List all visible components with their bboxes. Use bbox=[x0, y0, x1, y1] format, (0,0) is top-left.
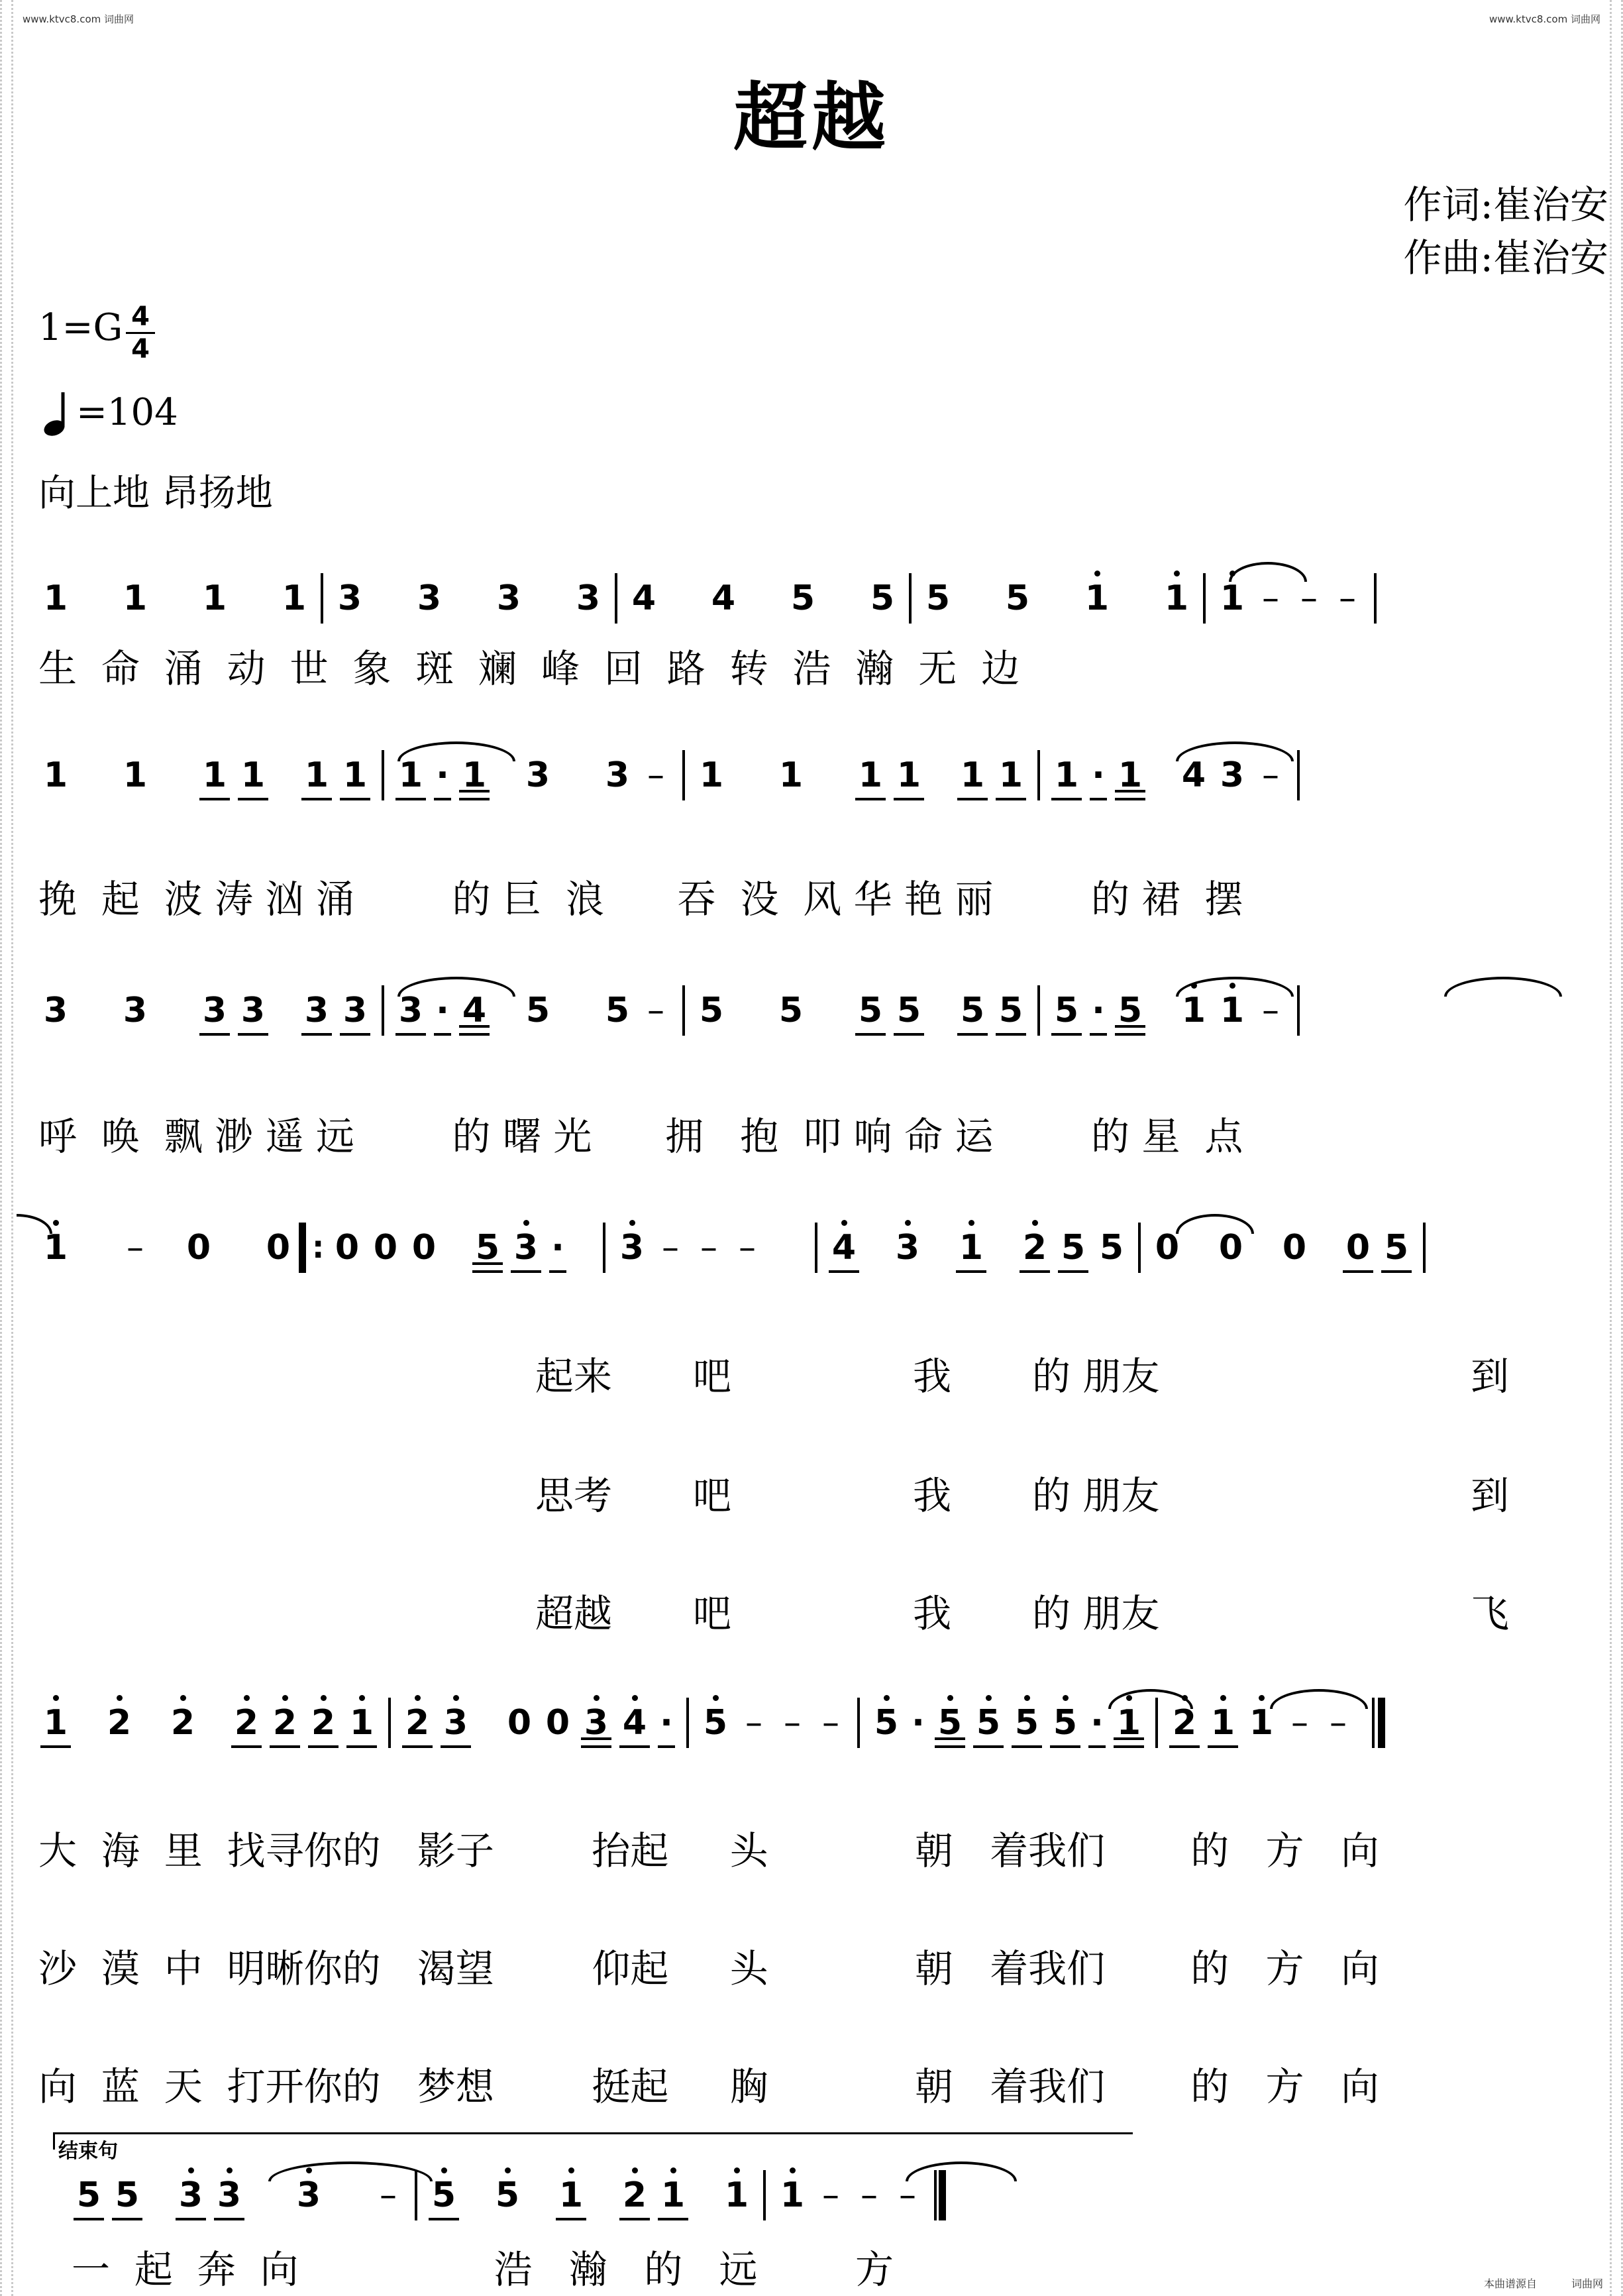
lyric-v4c-5: 飞 bbox=[1471, 1591, 1510, 1636]
note-high: 3 bbox=[888, 1228, 927, 1268]
note-high: 3 bbox=[172, 2175, 210, 2215]
song-title: 超越 bbox=[733, 74, 890, 161]
note-high: 3 bbox=[289, 2175, 328, 2215]
barline bbox=[1416, 1223, 1433, 1273]
note: 3 bbox=[234, 991, 272, 1030]
dash: – bbox=[127, 1228, 144, 1268]
note: 3 bbox=[605, 755, 630, 795]
barline bbox=[1030, 750, 1047, 800]
lyric-v4c-2: 吧 bbox=[693, 1591, 732, 1636]
note-high: 5 bbox=[1008, 1703, 1046, 1743]
note: 1 bbox=[890, 755, 928, 795]
note: 3 bbox=[336, 991, 374, 1030]
lyric-line-5c: 向 蓝 天 打开你的 梦想 挺起 胸 朝 着我们 的 方 向 bbox=[38, 2064, 1379, 2109]
note: 3 bbox=[392, 991, 430, 1030]
notation-row-1 bbox=[36, 555, 1560, 641]
note-high: 2 bbox=[164, 1703, 202, 1743]
note: 5 bbox=[1099, 1228, 1124, 1268]
note: 3 bbox=[1220, 755, 1245, 795]
note: 5 bbox=[1377, 1228, 1416, 1268]
note-high: 2 bbox=[1165, 1703, 1204, 1743]
note: 1 bbox=[282, 578, 307, 618]
note: 0 bbox=[1155, 1228, 1180, 1268]
dot: · bbox=[430, 991, 455, 1030]
lyric-v4a-3: 我 bbox=[913, 1354, 952, 1399]
note: 1 bbox=[297, 755, 336, 795]
note: 1 bbox=[1047, 755, 1086, 795]
lyric-v4a-2: 吧 bbox=[693, 1354, 732, 1399]
dash: – bbox=[700, 1228, 717, 1268]
barline bbox=[1367, 573, 1384, 624]
note-high: 4 bbox=[825, 1228, 863, 1268]
dash: – bbox=[1339, 578, 1356, 618]
note-high: 5 bbox=[1046, 1703, 1084, 1743]
note: 1 bbox=[851, 755, 890, 795]
note: 0 bbox=[266, 1228, 291, 1268]
note: 1 bbox=[392, 755, 430, 795]
note-high: 3 bbox=[437, 1703, 475, 1743]
note-high: 5 bbox=[931, 1703, 969, 1743]
lyric-line-3: 呼 唤 飘 渺 遥 远 的 曙 光 拥 抱 叩 响 命 运 的 星 点 bbox=[38, 1114, 1243, 1159]
dash: – bbox=[739, 1228, 756, 1268]
barline bbox=[1131, 1223, 1148, 1273]
lyric-v4a-5: 到 bbox=[1471, 1354, 1510, 1399]
note: 5 bbox=[890, 991, 928, 1030]
expression-marking: 向上地 昂扬地 bbox=[38, 472, 273, 515]
dash: – bbox=[1262, 578, 1279, 618]
lyric-line-5a: 大 海 里 找寻你的 影子 抬起 头 朝 着我们 的 方 向 bbox=[38, 1828, 1379, 1873]
note-high: 2 bbox=[398, 1703, 437, 1743]
note-high: 1 bbox=[342, 1703, 381, 1743]
barline bbox=[1196, 573, 1213, 624]
lyric-line-coda: 一 起 奔 向 浩 瀚 的 远 方 bbox=[72, 2247, 894, 2292]
barline bbox=[850, 1698, 867, 1748]
note: 1 bbox=[43, 755, 68, 795]
note-high: 2 bbox=[100, 1703, 138, 1743]
dash: – bbox=[784, 1703, 801, 1743]
note: 3 bbox=[525, 755, 550, 795]
lyric-v4a-4: 的 朋友 bbox=[1032, 1354, 1160, 1399]
note: 1 bbox=[123, 755, 148, 795]
note-high: 1 bbox=[717, 2175, 756, 2215]
note-high: 1 bbox=[1213, 578, 1251, 618]
dot: · bbox=[1086, 991, 1111, 1030]
barline bbox=[607, 573, 625, 624]
time-signature-top: 4 bbox=[131, 301, 150, 332]
footer-source-note: 本曲谱源自 bbox=[1483, 2277, 1537, 2290]
note: 4 bbox=[631, 578, 656, 618]
dash: – bbox=[1300, 578, 1318, 618]
composer-credit: 作曲:崔治安 bbox=[1403, 235, 1608, 280]
lyric-v4b-2: 吧 bbox=[693, 1473, 732, 1518]
key-signature: 1=G bbox=[38, 306, 123, 349]
note-high: 1 bbox=[773, 2175, 811, 2215]
time-signature-bottom: 4 bbox=[126, 332, 155, 364]
lyric-v4c-4: 的 朋友 bbox=[1032, 1591, 1160, 1636]
note-high: 3 bbox=[507, 1228, 545, 1268]
note: 3 bbox=[195, 991, 234, 1030]
coda-label: 结束句 bbox=[58, 2140, 118, 2163]
note-high: 1 bbox=[36, 1703, 75, 1743]
note: 1 bbox=[699, 755, 724, 795]
header-site-left: www.ktvc8.com 词曲网 bbox=[23, 13, 134, 25]
lyric-line-5b: 沙 漠 中 明晰你的 渴望 仰起 头 朝 着我们 的 方 向 bbox=[38, 1946, 1379, 1991]
lyricist-credit: 作词:崔治安 bbox=[1403, 182, 1608, 227]
barline bbox=[596, 1223, 613, 1273]
note: 3 bbox=[417, 578, 442, 618]
header-site-right: www.ktvc8.com 词曲网 bbox=[1489, 13, 1600, 25]
dash: – bbox=[745, 1703, 762, 1743]
dash: – bbox=[647, 755, 664, 795]
note: 5 bbox=[70, 2175, 108, 2215]
note: 0 bbox=[1339, 1228, 1377, 1268]
note-high: 5 bbox=[969, 1703, 1008, 1743]
notation-row-3 bbox=[36, 967, 1560, 1054]
note-high: 5 bbox=[696, 1703, 735, 1743]
note: 1 bbox=[202, 578, 227, 618]
lyric-line-2: 挽 起 波 涛 汹 涌 的 巨 浪 吞 没 风 华 艳 丽 的 裙 摆 bbox=[38, 877, 1243, 922]
note-high: 1 bbox=[1213, 991, 1251, 1030]
note: 0 bbox=[373, 1228, 398, 1268]
dash: – bbox=[822, 1703, 839, 1743]
note: 1 bbox=[234, 755, 272, 795]
note-high: 1 bbox=[1242, 1703, 1281, 1743]
note: 0 bbox=[335, 1228, 360, 1268]
barline bbox=[675, 985, 692, 1036]
dash: – bbox=[1262, 755, 1279, 795]
note-high: 1 bbox=[36, 1228, 75, 1268]
note: 5 bbox=[925, 578, 951, 618]
note: 5 bbox=[1005, 578, 1030, 618]
note: 1 bbox=[336, 755, 374, 795]
lyric-v4c-3: 我 bbox=[913, 1591, 952, 1636]
lyric-v4b-5: 到 bbox=[1471, 1473, 1510, 1518]
note: 5 bbox=[1111, 991, 1149, 1030]
dash: – bbox=[861, 2175, 878, 2215]
dash: – bbox=[647, 991, 664, 1030]
note: 5 bbox=[778, 991, 804, 1030]
note: 5 bbox=[870, 578, 895, 618]
note: 0 bbox=[1282, 1228, 1307, 1268]
note: 5 bbox=[953, 991, 992, 1030]
barline bbox=[679, 1698, 696, 1748]
footer-site: 词曲网 bbox=[1571, 2277, 1603, 2290]
note: 5 bbox=[992, 991, 1030, 1030]
note: 5 bbox=[605, 991, 630, 1030]
coda-bracket-tick bbox=[53, 2132, 55, 2150]
note: 1 bbox=[455, 755, 494, 795]
dot: · bbox=[654, 1703, 679, 1743]
dash: – bbox=[1262, 991, 1279, 1030]
note-high: 1 bbox=[952, 1228, 990, 1268]
coda-bracket-line bbox=[53, 2132, 1133, 2134]
note: 0 bbox=[186, 1228, 211, 1268]
note-high: 2 bbox=[227, 1703, 266, 1743]
dot: · bbox=[430, 755, 455, 795]
note: 4 bbox=[1181, 755, 1206, 795]
note-high: 1 bbox=[1157, 578, 1196, 618]
note-high: 4 bbox=[615, 1703, 654, 1743]
note: 0 bbox=[1218, 1228, 1243, 1268]
notation-row-coda bbox=[70, 2152, 1593, 2238]
note-high: 1 bbox=[1204, 1703, 1242, 1743]
tie bbox=[1444, 977, 1562, 997]
note-high: 5 bbox=[867, 1703, 906, 1743]
note: 3 bbox=[123, 991, 148, 1030]
note: 4 bbox=[711, 578, 736, 618]
note-high: 1 bbox=[552, 2175, 590, 2215]
note: 3 bbox=[337, 578, 362, 618]
note: 3 bbox=[43, 991, 68, 1030]
note-high: 2 bbox=[615, 2175, 654, 2215]
note-high: 2 bbox=[266, 1703, 304, 1743]
note: 1 bbox=[1111, 755, 1149, 795]
note: 1 bbox=[123, 578, 148, 618]
note: 5 bbox=[851, 991, 890, 1030]
dash: – bbox=[380, 2175, 397, 2215]
note: 1 bbox=[43, 578, 68, 618]
note-high: 3 bbox=[613, 1228, 651, 1268]
note: 4 bbox=[455, 991, 494, 1030]
lyric-v4c-1: 超越 bbox=[535, 1591, 613, 1636]
dash: – bbox=[1291, 1703, 1308, 1743]
lyric-v4a-1: 起来 bbox=[535, 1354, 613, 1399]
barline bbox=[374, 985, 392, 1036]
note: 5 bbox=[699, 991, 724, 1030]
left-margin-strip bbox=[0, 0, 13, 2296]
note: 5 bbox=[1047, 991, 1086, 1030]
note: 1 bbox=[778, 755, 804, 795]
barline bbox=[902, 573, 919, 624]
barline bbox=[1030, 985, 1047, 1036]
right-margin-strip bbox=[1610, 0, 1623, 2296]
note-high: 3 bbox=[577, 1703, 615, 1743]
repeat-start-barline bbox=[297, 1223, 328, 1273]
lyric-line-1: 生 命 涌 动 世 象 斑 斓 峰 回 路 转 浩 瀚 无 边 bbox=[38, 646, 1020, 691]
note: 3 bbox=[297, 991, 336, 1030]
notation-row-5 bbox=[36, 1680, 1560, 1766]
barline bbox=[675, 750, 692, 800]
note: 1 bbox=[953, 755, 992, 795]
note: 0 bbox=[545, 1703, 570, 1743]
note: 0 bbox=[411, 1228, 437, 1268]
note: 5 bbox=[468, 1228, 507, 1268]
barline bbox=[756, 2170, 773, 2220]
note-high: 2 bbox=[1016, 1228, 1054, 1268]
note-high: 5 bbox=[488, 2175, 527, 2215]
note: 5 bbox=[1054, 1228, 1092, 1268]
note: 5 bbox=[108, 2175, 146, 2215]
dash: – bbox=[822, 2175, 839, 2215]
note-high: 1 bbox=[654, 2175, 692, 2215]
note: 0 bbox=[507, 1703, 532, 1743]
note: 1 bbox=[195, 755, 234, 795]
dash: – bbox=[662, 1228, 679, 1268]
dash: – bbox=[1330, 1703, 1347, 1743]
dot: · bbox=[912, 1703, 925, 1743]
dot: · bbox=[545, 1228, 570, 1268]
barline bbox=[374, 750, 392, 800]
note: 3 bbox=[496, 578, 521, 618]
note: 5 bbox=[525, 991, 550, 1030]
note-high: 1 bbox=[1078, 578, 1116, 618]
dash: – bbox=[899, 2175, 916, 2215]
note-high: 2 bbox=[304, 1703, 342, 1743]
lyric-v4b-3: 我 bbox=[913, 1473, 952, 1518]
note-high: 1 bbox=[1110, 1703, 1148, 1743]
note: 1 bbox=[992, 755, 1030, 795]
dot: · bbox=[1086, 755, 1111, 795]
barline bbox=[808, 1223, 825, 1273]
note-high: 1 bbox=[1175, 991, 1213, 1030]
barline bbox=[381, 1698, 398, 1748]
note: 3 bbox=[576, 578, 601, 618]
note-high: 3 bbox=[210, 2175, 248, 2215]
tempo-marking: =104 bbox=[76, 391, 178, 434]
note: 5 bbox=[790, 578, 815, 618]
lyric-v4b-1: 思考 bbox=[535, 1473, 613, 1518]
lyric-v4b-4: 的 朋友 bbox=[1032, 1473, 1160, 1518]
note-high: 5 bbox=[425, 2175, 463, 2215]
notation-row-2 bbox=[36, 732, 1560, 818]
barline bbox=[313, 573, 331, 624]
dot: · bbox=[1084, 1703, 1110, 1743]
notation-row-4 bbox=[36, 1205, 1560, 1291]
time-signature bbox=[126, 301, 155, 364]
